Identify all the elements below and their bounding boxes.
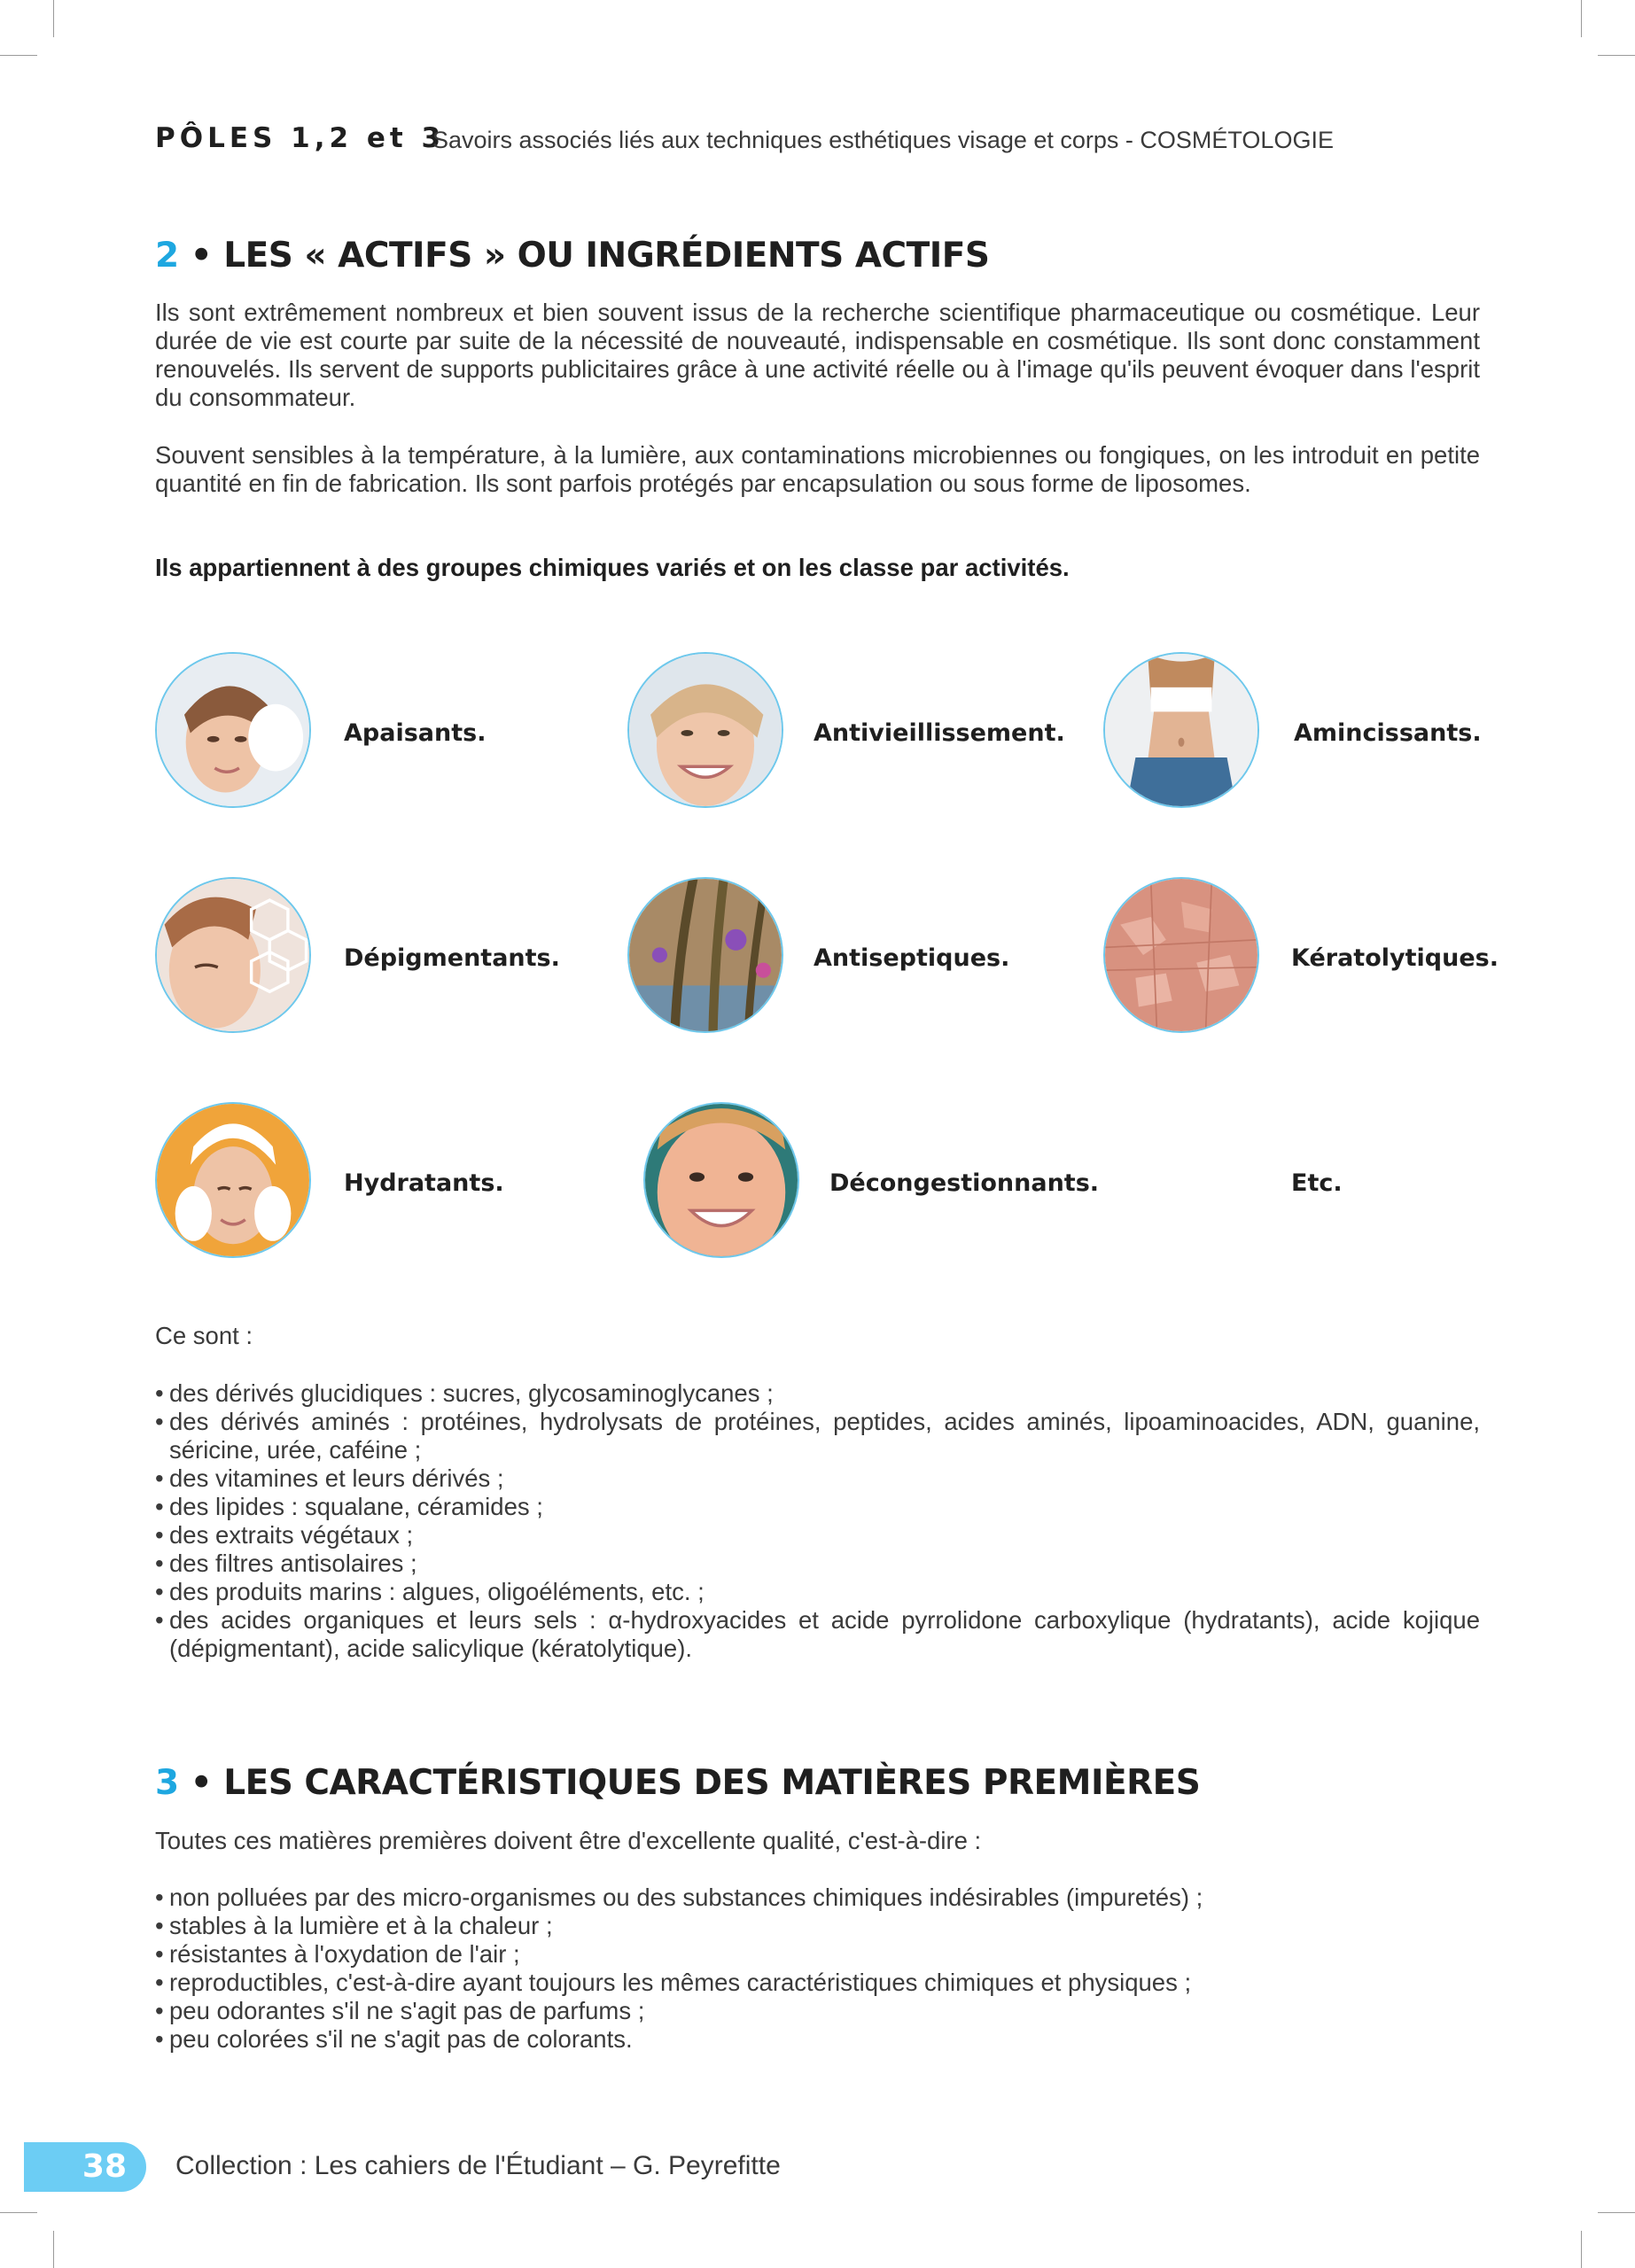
page-number: 38 [82, 2148, 127, 2185]
section-2-number: 2 [155, 236, 179, 276]
list-item: • stables à la lumière et à la chaleur ; [155, 1912, 1480, 1940]
list-item: • non polluées par des micro-organismes ou des substances chimiques indésirables (impuretés) ; [155, 1884, 1480, 1912]
list-item: • des lipides : squalane, céramides ; [155, 1493, 1480, 1521]
category-label: Amincissants. [1294, 719, 1482, 747]
header-subtitle: Savoirs associés liés aux techniques esthétiques visage et corps - COSMÉTOLOGIE [432, 127, 1334, 153]
decongesting-photo [643, 1102, 799, 1258]
section-3-title-text: • LES CARACTÉRISTIQUES DES MATIÈRES PREMIÈRES [178, 1763, 1201, 1803]
antiseptic-photo [627, 877, 783, 1033]
section-2-paragraph-2: Souvent sensibles à la température, à la lumière, aux contaminations microbiennes ou fongiques, on les introduit en petite quantité en fin de fabrication. Ils sont parfois protégés par encapsulation ou sous forme de liposomes. [155, 441, 1480, 497]
crop-mark [53, 2231, 54, 2268]
slimming-photo [1103, 652, 1259, 808]
list-item: • reproductibles, c'est-à-dire ayant toujours les mêmes caractéristiques chimiques et physiques ; [155, 1969, 1480, 1997]
section-2-title [155, 236, 989, 276]
list-item: • des extraits végétaux ; [155, 1521, 1480, 1550]
crop-mark [0, 55, 37, 56]
crop-mark [1581, 0, 1582, 37]
list-intro: Ce sont : [155, 1322, 253, 1349]
category-label: Décongestionnants. [829, 1169, 1100, 1197]
list-item: • des vitamines et leurs dérivés ; [155, 1464, 1480, 1493]
depigmenting-photo [155, 877, 311, 1033]
crop-mark [53, 0, 54, 37]
section-2-title-text: • LES « ACTIFS » OU INGRÉDIENTS ACTIFS [178, 236, 990, 276]
section-3-number: 3 [155, 1763, 179, 1803]
category-label: Dépigmentants. [344, 944, 560, 972]
category-label: Antiseptiques. [814, 944, 1010, 972]
moisturizing-photo [155, 1102, 311, 1258]
crop-mark [0, 2212, 37, 2213]
actives-list [155, 1379, 1480, 1663]
crop-mark [1598, 55, 1635, 56]
page-number-badge [24, 2142, 146, 2192]
category-label: Kératolytiques. [1291, 944, 1499, 972]
section-2-paragraph-3: Ils appartiennent à des groupes chimiques variés et on les classe par activités. [155, 554, 1070, 581]
list-item: • peu odorantes s'il ne s'agit pas de parfums ; [155, 1997, 1480, 2025]
list-item: • résistantes à l'oxydation de l'air ; [155, 1940, 1480, 1969]
category-label: Etc. [1291, 1169, 1343, 1197]
category-label: Apaisants. [344, 719, 487, 747]
crop-mark [1581, 2231, 1582, 2268]
quality-list [155, 1884, 1480, 2054]
category-label: Antivieillissement. [814, 719, 1065, 747]
list-item: • des dérivés aminés : protéines, hydrolysats de protéines, peptides, acides aminés, lipoaminoacides, ADN, guanine, séricine, urée, caféine ; [155, 1408, 1480, 1464]
category-label: Hydratants. [344, 1169, 504, 1197]
header-poles: PÔLES 1,2 et 3 [155, 122, 446, 154]
list-item: • peu colorées s'il ne s'agit pas de colorants. [155, 2025, 1480, 2054]
running-header [155, 122, 1484, 158]
list-item: • des produits marins : algues, oligoéléments, etc. ; [155, 1578, 1480, 1606]
list-item: • des acides organiques et leurs sels : α-hydroxyacides et acide pyrrolidone carboxylique (hydratants), acide kojique (dépigmentant), acide salicylique (kératolytique). [155, 1606, 1480, 1663]
section-3-title [155, 1763, 1200, 1803]
crop-mark [1598, 2212, 1635, 2213]
anti-aging-photo [627, 652, 783, 808]
keratolytic-photo [1103, 877, 1259, 1033]
section-2-paragraph-1: Ils sont extrêmement nombreux et bien souvent issus de la recherche scientifique pharmaceutique ou cosmétique. Leur durée de vie est courte par suite de la nécessité de nouveauté, indispensable en cosmétique. Ils sont donc constamment renouvelés. Ils servent de supports publicitaires grâce à une activité réelle ou à l'image qu'ils peuvent évoquer dans l'esprit du consommateur. [155, 299, 1480, 411]
section-3-intro: Toutes ces matières premières doivent être d'excellente qualité, c'est-à-dire : [155, 1827, 982, 1854]
list-item: • des dérivés glucidiques : sucres, glycosaminoglycanes ; [155, 1379, 1480, 1408]
list-item: • des filtres antisolaires ; [155, 1550, 1480, 1578]
footer-collection: Collection : Les cahiers de l'Étudiant – G. Peyrefitte [175, 2151, 781, 2180]
soothing-photo [155, 652, 311, 808]
